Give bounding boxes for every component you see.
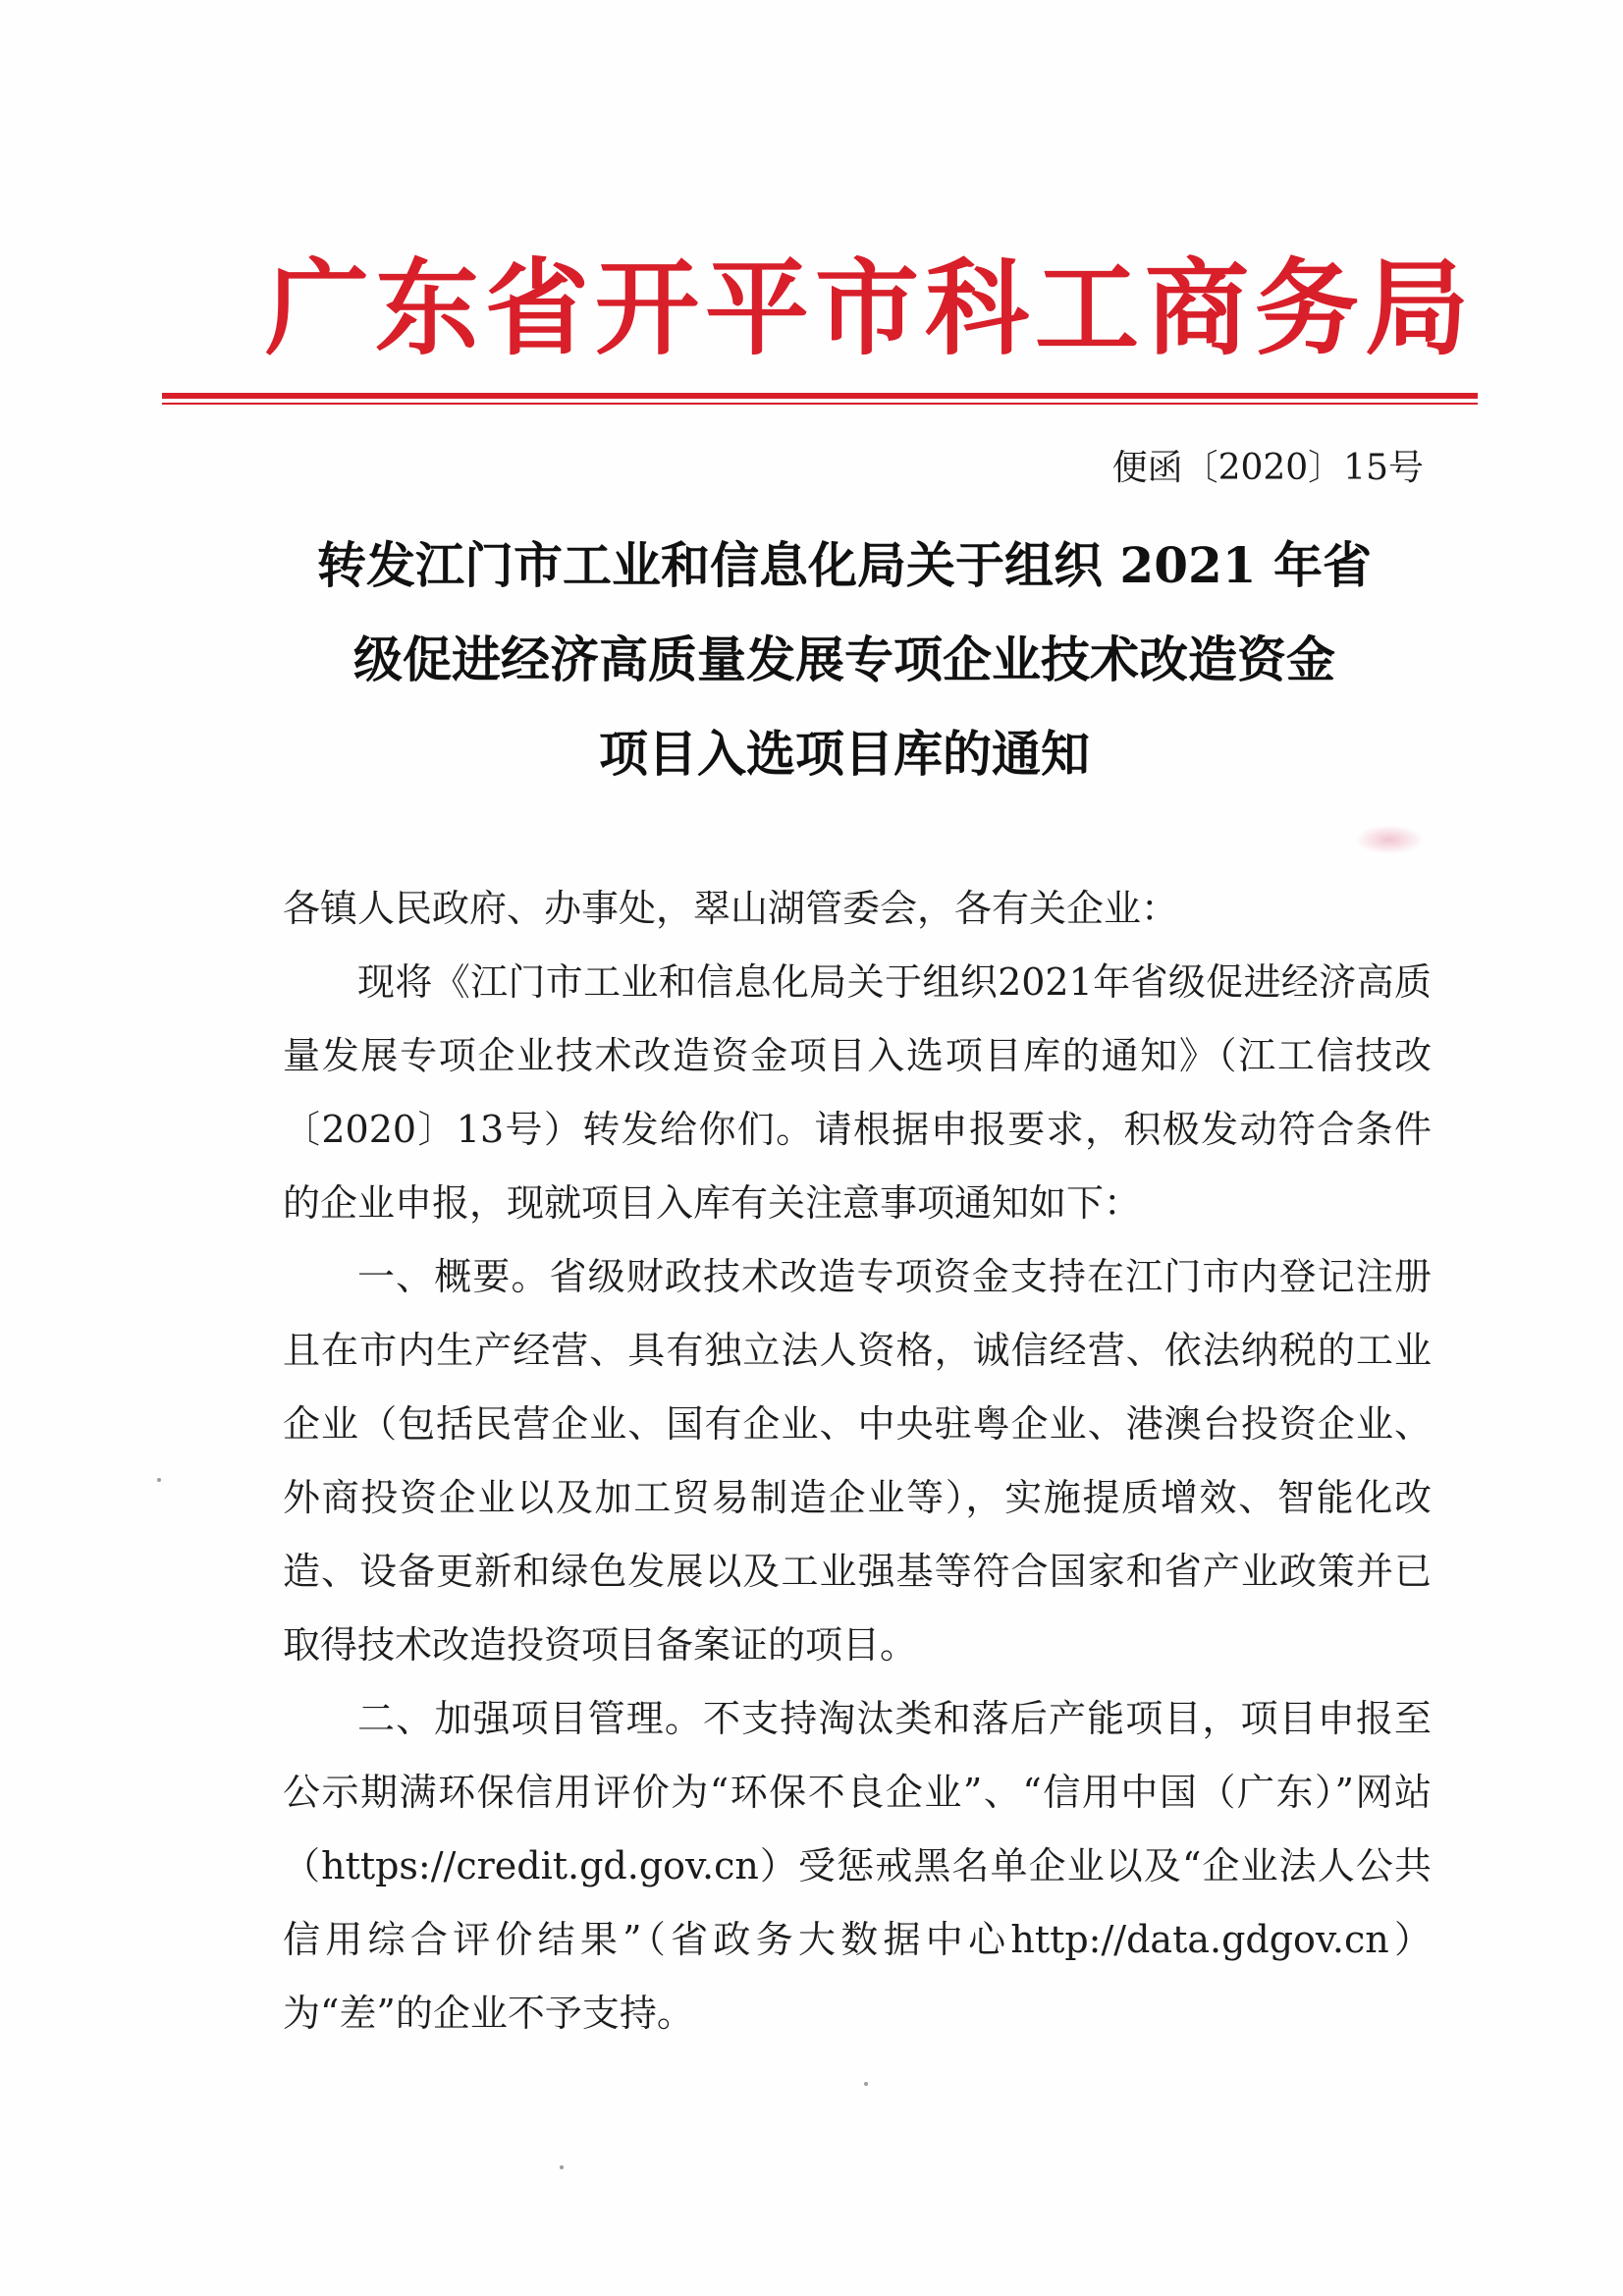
paragraph-overview: 一、概要。省级财政技术改造专项资金支持在江门市内登记注册且在市内生产经营、具有独立法人资格，诚信经营、依法纳税的工业企业（包括民营企业、国有企业、中央驻粤企业、港澳台投资企业、外商投资企业以及加工贸易制造企业等），实施提质增效、智能化改造、设备更新和绿色发展以及工业强基等符合国家和省产业政策并已取得技术改造投资项目备案证的项目。 (283, 1255, 1432, 1667)
agency-letterhead-title: 广东省开平市科工商务局 (265, 248, 1475, 369)
document-body (283, 872, 1432, 2050)
paragraph-intro: 现将《江门市工业和信息化局关于组织2021年省级促进经济高质量发展专项企业技术改造资金项目入选项目库的通知》（江工信技改〔2020〕13号）转发给你们。请根据申报要求，积极发动符合条件的企业申报，现就项目入库有关注意事项通知如下： (283, 960, 1432, 1225)
document-number: 便函〔2020〕15号 (1111, 448, 1424, 488)
scan-speck (864, 2082, 868, 2086)
document-title-line-1: 转发江门市工业和信息化局关于组织 2021 年省 (317, 536, 1372, 594)
scan-speck (157, 1478, 161, 1482)
ink-smudge (1355, 825, 1424, 854)
scan-speck (560, 2165, 564, 2169)
paragraph-project-management: 二、加强项目管理。不支持淘汰类和落后产能项目，项目申报至公示期满环保信用评价为“环保不良企业”、“信用中国（广东）”网站（https://credit.gd.gov.cn）受惩戒黑名单企业以及“企业法人公共信用综合评价结果”（省政务大数据中心http://data.gdgov.cn）为“差”的企业不予支持。 (283, 1697, 1432, 2035)
salutation: 各镇人民政府、办事处，翠山湖管委会，各有关企业： (283, 887, 1179, 930)
document-title (265, 519, 1424, 801)
document-title-line-3: 项目入选项目库的通知 (599, 725, 1090, 783)
letterhead-red-rule-thin (162, 403, 1478, 405)
letterhead-red-rule (162, 393, 1478, 399)
document-title-line-2: 级促进经济高质量发展专项企业技术改造资金 (353, 630, 1335, 688)
